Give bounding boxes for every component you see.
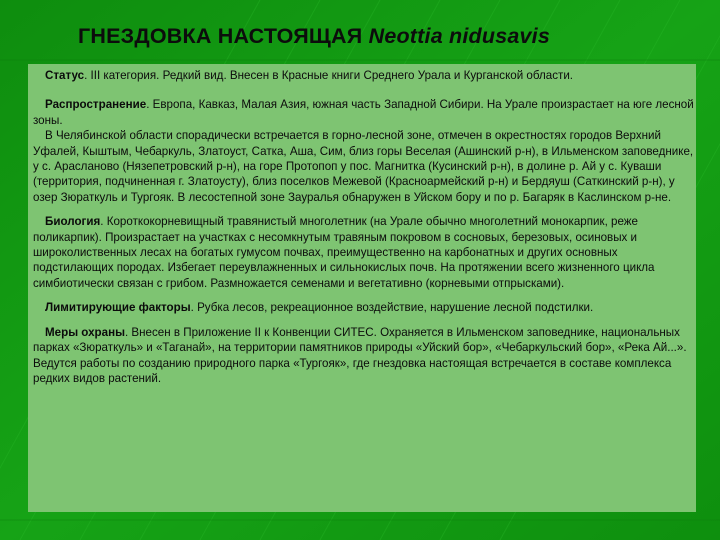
status-heading: Статус: [45, 69, 85, 82]
slide-title: [78, 24, 708, 49]
biology-text: . Короткокорневищный травянистый многолетник (на Урале обычно многолетний монокарпик, реже поликарпик). Произрастает на участках с несомкнутым травяным покровом в сосновых, березовых, осиновых и широколиственных лесах на богатых гумусом почвах, преимущественно на карбонатных и других основных подстилающих породах. Избегает переувлажненных и сильнокислых почв. На протяжении всего жизненного цикла симбиотически связан с грибом. Размножается семенами и вегетативно (корневыми отпрысками).: [33, 215, 655, 290]
title-russian: ГНЕЗДОВКА НАСТОЯЩАЯ: [78, 24, 363, 48]
distribution-paragraph: [33, 97, 697, 205]
limiting-factors-paragraph: [33, 300, 697, 315]
slide-content: [33, 68, 697, 395]
distribution-heading: Распространение: [45, 98, 147, 112]
status-text: . III категория. Редкий вид. Внесен в Красные книги Среднего Урала и Курганской области.: [84, 69, 574, 82]
biology-heading: Биология: [45, 215, 101, 229]
biology-paragraph: [33, 214, 697, 291]
protection-paragraph: [33, 325, 697, 387]
protection-text: . Внесен в Приложение II к Конвенции СИТЕС. Охраняется в Ильменском заповеднике, национальных парках «Зюраткуль» и «Таганай», на территории памятников природы «Уйский бор», «Чебаркульский бор», «Река Ай...». Ведутся работы по созданию природного парка «Тургояк», где гнездовка настоящая встречается в составе комплекса редких видов растений.: [33, 325, 687, 385]
distribution-text: . Европа, Кавказ, Малая Азия, южная часть Западной Сибири. На Урале произрастает на юге лесной зоны.: [33, 98, 694, 127]
limiting-factors-heading: Лимитирующие факторы: [45, 301, 191, 315]
distribution-text-chelyabinsk: В Челябинской области спорадически встречается в горно-лесной зоне, отмечен в окрестностях городов Верхний Уфалей, Кыштым, Чебаркуль, Златоуст, Сатка, Аша, Сим, близ горы Веселая (Ашинский р-н), в Ильменском заповеднике, у с. Арасланово (Нязепетровский р-н), на горе Протопоп у пос. Магнитка (Кусинский р-н), в долине р. Ай у с. Куваши (территория, подчиненная г. Златоусту), близ поселков Межевой (Красноармейский р-н) и Бердяуш (Саткинский р-н), у озер Зюраткуль и Тургояк. В лесостепной зоне Зауралья обнаружен в Уйском бору и по р. Багаряк в Каслинском р-не.: [33, 129, 694, 204]
protection-heading: Меры охраны: [45, 325, 125, 339]
limiting-factors-text: . Рубка лесов, рекреационное воздействие, нарушение лесной подстилки.: [190, 301, 594, 315]
title-latin: Neottia nidusavis: [368, 24, 551, 48]
status-paragraph: [33, 68, 697, 83]
